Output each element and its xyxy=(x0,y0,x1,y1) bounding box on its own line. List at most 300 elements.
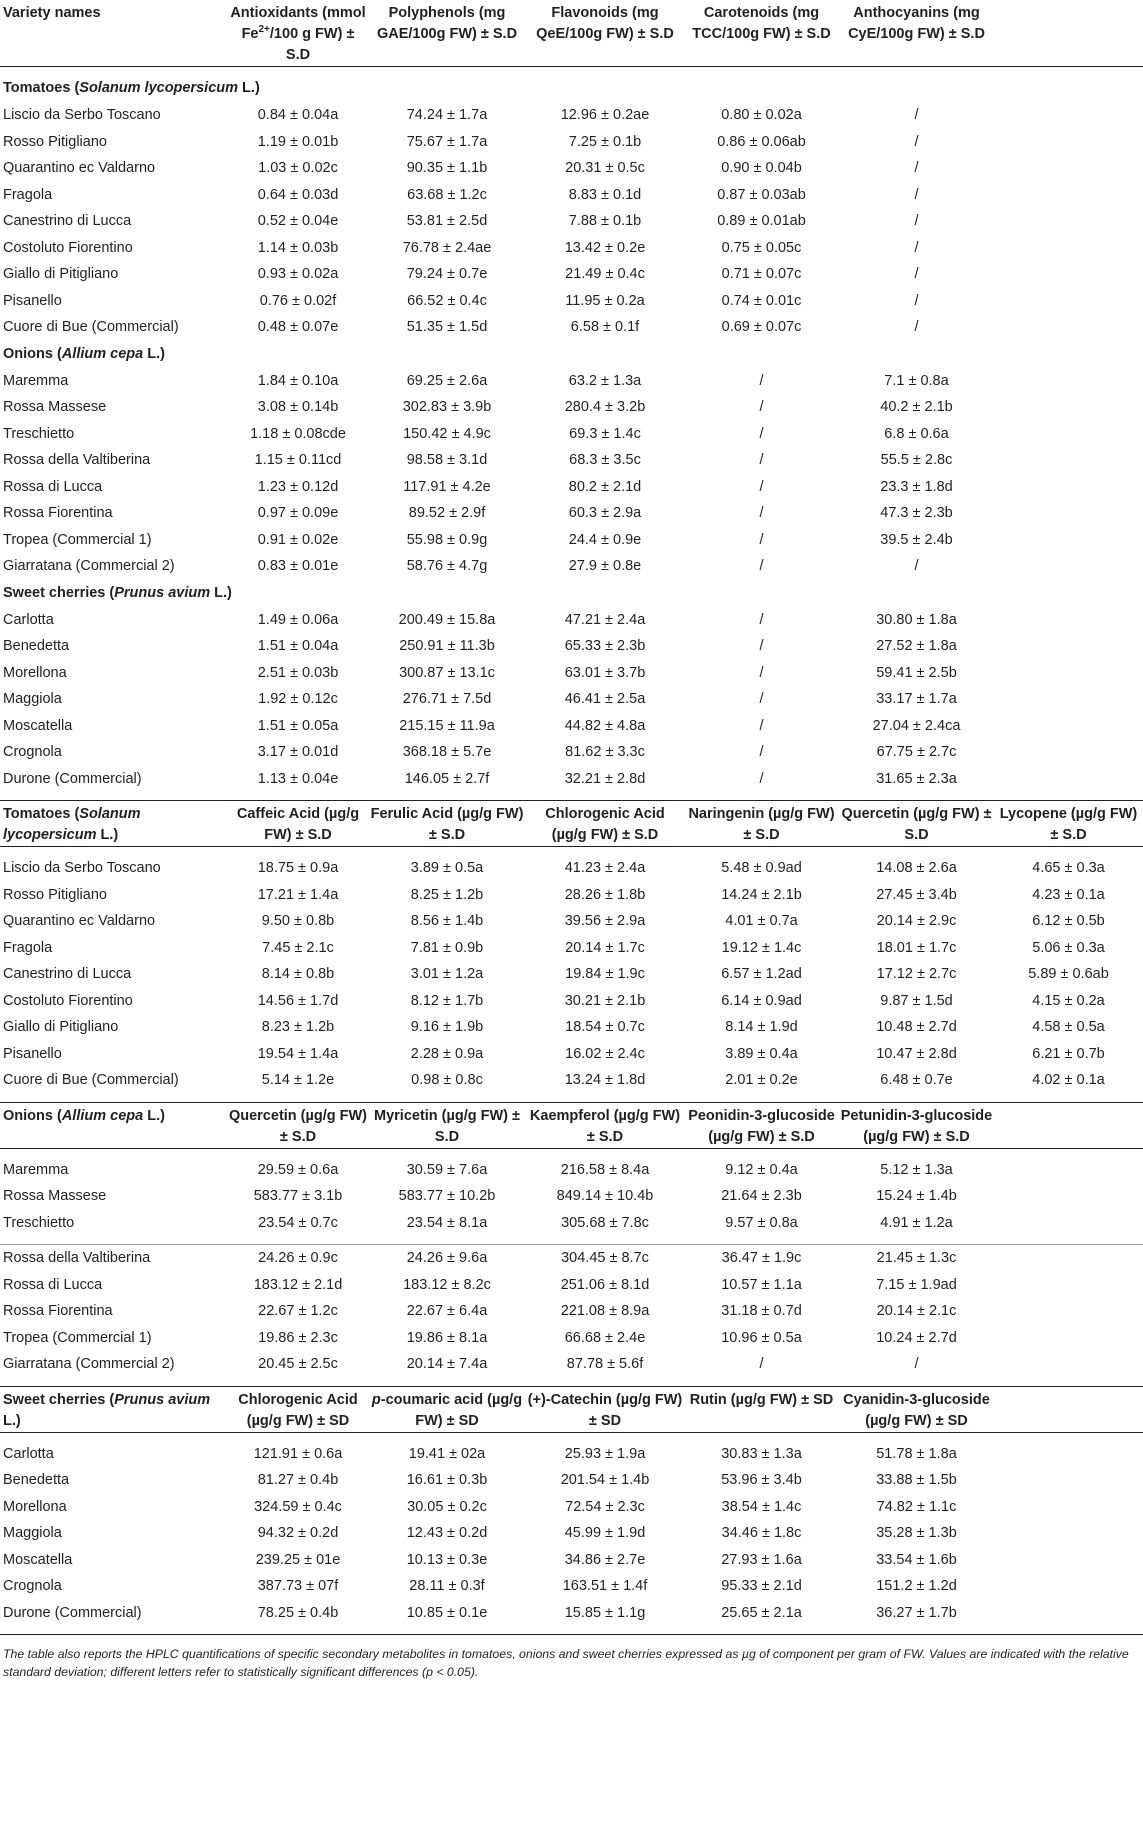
column-header: (+)-Catechin (µg/g FW) ± SD xyxy=(526,1387,684,1433)
value-cell: 304.45 ± 8.7c xyxy=(561,1250,649,1266)
value-cell: 0.52 ± 0.04e xyxy=(257,213,339,229)
value-cell: 7.25 ± 0.1b xyxy=(568,133,642,150)
value-cell: 19.41 ± 02a xyxy=(408,1445,486,1462)
value-cell: 34.46 ± 1.8c xyxy=(721,1525,802,1541)
value-cell: 5.14 ± 1.2e xyxy=(261,1072,335,1088)
table-row xyxy=(0,208,1143,235)
column-header: Naringenin (µg/g FW) ± S.D xyxy=(684,801,839,847)
value-cell: 63.68 ± 1.2c xyxy=(407,186,487,203)
value-cell: / xyxy=(914,213,919,229)
value-cell: 1.13 ± 0.04e xyxy=(257,770,339,787)
value-cell: 22.67 ± 6.4a xyxy=(406,1303,488,1319)
table-row xyxy=(0,1245,1143,1272)
value-cell: 4.01 ± 0.7a xyxy=(725,913,798,929)
group-label-prefix: Onions ( xyxy=(3,1107,62,1124)
value-cell: 51.78 ± 1.8a xyxy=(876,1445,957,1462)
value-cell: 0.86 ± 0.06ab xyxy=(717,133,806,150)
group-label-species: Allium cepa xyxy=(61,345,144,362)
variety-name: Quarantino ec Valdarno xyxy=(3,160,156,176)
column-header xyxy=(994,1103,1143,1149)
value-cell: 19.86 ± 8.1a xyxy=(406,1329,488,1346)
rule xyxy=(0,1635,1143,1636)
variety-name: Moscatella xyxy=(3,717,73,734)
value-cell: 0.87 ± 0.03ab xyxy=(717,186,806,203)
table-row xyxy=(0,855,1143,882)
group-row xyxy=(0,580,1143,607)
variety-name: Maremma xyxy=(3,1161,69,1178)
group-label-prefix: Onions ( xyxy=(3,345,62,362)
group-label-species: Prunus avium xyxy=(114,584,211,601)
column-header: Cyanidin-3-glucoside (µg/g FW) ± SD xyxy=(839,1387,994,1433)
column-header: Carotenoids (mg TCC/100g FW) ± S.D xyxy=(692,5,831,42)
value-cell: 6.14 ± 0.9ad xyxy=(721,992,802,1009)
table-row xyxy=(0,368,1143,395)
group-header xyxy=(0,801,228,847)
value-cell: 95.33 ± 2.1d xyxy=(721,1578,802,1594)
value-cell: 0.48 ± 0.07e xyxy=(257,319,339,335)
value-cell: 1.49 ± 0.06a xyxy=(257,611,339,628)
value-cell: 30.05 ± 0.2c xyxy=(407,1498,487,1515)
table-row xyxy=(0,633,1143,660)
value-cell: 94.32 ± 0.2d xyxy=(257,1525,339,1541)
value-cell: 5.12 ± 1.3a xyxy=(880,1161,953,1178)
value-cell: 6.12 ± 0.5b xyxy=(1032,913,1105,929)
table-row xyxy=(0,1041,1143,1068)
value-cell xyxy=(994,1157,1143,1184)
value-cell: 17.12 ± 2.7c xyxy=(876,966,957,982)
value-cell: 81.62 ± 3.3c xyxy=(565,744,645,760)
value-cell: 0.83 ± 0.01e xyxy=(257,558,339,574)
table-row xyxy=(0,935,1143,962)
value-cell: 45.99 ± 1.9d xyxy=(564,1525,646,1541)
value-cell: 67.75 ± 2.7c xyxy=(876,744,957,760)
value-cell: 21.45 ± 1.3c xyxy=(876,1250,957,1266)
group-label-prefix: Tomatoes ( xyxy=(3,806,80,822)
value-cell: 2.28 ± 0.9a xyxy=(410,1045,484,1062)
variety-name: Liscio da Serbo Toscano xyxy=(3,107,161,123)
value-cell: 32.21 ± 2.8d xyxy=(564,770,646,787)
value-cell xyxy=(994,102,1143,129)
value-cell: 1.14 ± 0.03b xyxy=(257,239,339,256)
value-cell: 201.54 ± 1.4b xyxy=(560,1472,650,1488)
group-label-suffix: L.) xyxy=(96,827,119,843)
value-cell: 89.52 ± 2.9f xyxy=(408,505,486,521)
table-row xyxy=(0,394,1143,421)
value-cell: / xyxy=(759,611,764,628)
value-cell: 23.54 ± 0.7c xyxy=(258,1214,338,1231)
column-header: Rutin (µg/g FW) ± SD xyxy=(684,1387,839,1433)
value-cell: 5.89 ± 0.6ab xyxy=(1028,966,1109,982)
spacer-row xyxy=(0,1236,1143,1245)
column-header xyxy=(368,1387,526,1433)
value-cell: / xyxy=(914,107,919,123)
group-header xyxy=(0,1103,228,1149)
value-cell: 33.54 ± 1.6b xyxy=(876,1551,957,1568)
value-cell: 7.45 ± 2.1c xyxy=(262,939,334,956)
value-cell: 10.96 ± 0.5a xyxy=(721,1329,802,1346)
value-cell xyxy=(994,1573,1143,1600)
variety-name: Pisanello xyxy=(3,292,62,309)
value-cell: 7.81 ± 0.9b xyxy=(410,939,484,956)
variety-name: Fragola xyxy=(3,939,53,956)
header-row xyxy=(0,0,1143,67)
value-cell: 4.58 ± 0.5a xyxy=(1032,1019,1105,1035)
value-cell: 280.4 ± 3.2b xyxy=(564,399,646,415)
spacer-row xyxy=(0,1378,1143,1387)
value-cell: 23.3 ± 1.8d xyxy=(880,478,953,495)
value-cell: 1.92 ± 0.12c xyxy=(258,691,338,707)
value-cell: 46.41 ± 2.5a xyxy=(564,691,646,707)
spacer-row xyxy=(0,792,1143,801)
value-cell: / xyxy=(914,160,919,176)
value-cell: 39.5 ± 2.4b xyxy=(880,531,953,548)
table-row xyxy=(0,961,1143,988)
group-row xyxy=(0,341,1143,368)
value-cell: 1.84 ± 0.10a xyxy=(257,372,339,389)
value-cell: 12.96 ± 0.2ae xyxy=(560,107,650,123)
value-cell xyxy=(994,739,1143,766)
value-cell: 4.23 ± 0.1a xyxy=(1032,886,1105,903)
value-cell: 30.80 ± 1.8a xyxy=(876,611,957,628)
value-cell: 21.49 ± 0.4c xyxy=(565,266,645,282)
spacer-cell xyxy=(0,1626,1143,1635)
value-cell: 30.83 ± 1.3a xyxy=(721,1445,802,1462)
value-cell: 78.25 ± 0.4b xyxy=(257,1604,339,1621)
value-cell: 9.87 ± 1.5d xyxy=(880,992,953,1009)
value-cell: 27.93 ± 1.6a xyxy=(721,1551,802,1568)
value-cell: 183.12 ± 2.1d xyxy=(253,1276,343,1293)
value-cell: 16.61 ± 0.3b xyxy=(406,1472,488,1488)
column-header: Flavonoids (mg QeE/100g FW) ± S.D xyxy=(536,5,674,42)
value-cell: 8.14 ± 1.9d xyxy=(725,1019,798,1035)
value-cell: 302.83 ± 3.9b xyxy=(402,399,492,415)
value-cell: 4.65 ± 0.3a xyxy=(1032,860,1105,876)
value-cell xyxy=(994,1600,1143,1627)
variety-name: Canestrino di Lucca xyxy=(3,966,132,982)
group-label-species: Solanum lycopersicum xyxy=(79,80,239,96)
spacer-row xyxy=(0,847,1143,856)
value-cell: 1.18 ± 0.08cde xyxy=(250,425,346,442)
variety-name: Rossa Massese xyxy=(3,399,107,415)
spacer-cell xyxy=(0,1148,1143,1157)
value-cell: / xyxy=(759,558,764,574)
variety-name: Rossa di Lucca xyxy=(3,1276,103,1293)
value-cell: 5.48 ± 0.9ad xyxy=(721,860,802,876)
group-label xyxy=(0,580,1143,607)
value-cell: 6.21 ± 0.7b xyxy=(1032,1045,1105,1062)
table-row xyxy=(0,474,1143,501)
value-cell: 0.76 ± 0.02f xyxy=(259,292,337,309)
value-cell xyxy=(994,1441,1143,1468)
variety-name: Rossa Fiorentina xyxy=(3,505,113,521)
value-cell: 216.58 ± 8.4a xyxy=(560,1161,650,1178)
value-cell: / xyxy=(759,717,764,734)
value-cell: 19.86 ± 2.3c xyxy=(258,1329,338,1346)
value-cell: 6.58 ± 0.1f xyxy=(570,319,640,335)
group-label-prefix: Sweet cherries ( xyxy=(3,584,115,601)
value-cell: 35.28 ± 1.3b xyxy=(876,1525,957,1541)
value-cell: 10.57 ± 1.1a xyxy=(721,1276,802,1293)
value-cell: 0.75 ± 0.05c xyxy=(721,239,802,256)
value-cell: 221.08 ± 8.9a xyxy=(560,1303,650,1319)
value-cell: 0.89 ± 0.01ab xyxy=(717,213,806,229)
group-label-species: Prunus avium xyxy=(114,1391,211,1408)
group-row xyxy=(0,75,1143,102)
column-header: Quercetin (µg/g FW) ± S.D xyxy=(839,801,994,847)
value-cell: 39.56 ± 2.9a xyxy=(564,913,646,929)
value-cell: 276.71 ± 7.5d xyxy=(402,691,492,707)
spacer-row xyxy=(0,1094,1143,1103)
value-cell: 19.84 ± 1.9c xyxy=(565,966,645,982)
value-cell: 150.42 ± 4.9c xyxy=(403,425,491,442)
table-row xyxy=(0,607,1143,634)
table-row xyxy=(0,527,1143,554)
value-cell xyxy=(994,447,1143,474)
value-cell: 849.14 ± 10.4b xyxy=(556,1188,654,1204)
value-cell: 2.01 ± 0.2e xyxy=(725,1072,798,1088)
table-row xyxy=(0,1067,1143,1094)
value-cell: 14.24 ± 2.1b xyxy=(721,886,802,903)
value-cell: / xyxy=(759,1356,764,1372)
table-row xyxy=(0,1014,1143,1041)
variety-name: Maggiola xyxy=(3,1525,62,1541)
value-cell: 0.97 ± 0.09e xyxy=(257,505,339,521)
value-cell: 90.35 ± 1.1b xyxy=(406,160,488,176)
value-cell: 0.69 ± 0.07c xyxy=(721,319,802,335)
table-row xyxy=(0,288,1143,315)
value-cell: 0.64 ± 0.03d xyxy=(257,186,339,203)
spacer-row xyxy=(0,1432,1143,1441)
table-row xyxy=(0,988,1143,1015)
value-cell: 58.76 ± 4.7g xyxy=(406,558,488,574)
value-cell: 59.41 ± 2.5b xyxy=(876,664,957,681)
value-cell: 20.45 ± 2.5c xyxy=(258,1356,338,1372)
value-cell xyxy=(994,421,1143,448)
variety-name: Morellona xyxy=(3,1498,67,1515)
group-header xyxy=(0,1387,228,1433)
value-cell: / xyxy=(759,372,764,389)
value-cell: 55.5 ± 2.8c xyxy=(880,452,953,468)
value-cell: 17.21 ± 1.4a xyxy=(257,886,339,903)
value-cell xyxy=(994,527,1143,554)
value-cell: 4.02 ± 0.1a xyxy=(1032,1072,1105,1088)
value-cell xyxy=(994,235,1143,262)
column-header: Anthocyanins (mg CyE/100g FW) ± S.D xyxy=(848,5,985,42)
variety-name: Cuore di Bue (Commercial) xyxy=(3,1072,179,1088)
table-row xyxy=(0,500,1143,527)
column-header: Kaempferol (µg/g FW) ± S.D xyxy=(526,1103,684,1149)
value-cell: 250.91 ± 11.3b xyxy=(399,638,495,654)
value-cell xyxy=(994,314,1143,341)
table-row xyxy=(0,713,1143,740)
value-cell: 18.54 ± 0.7c xyxy=(565,1019,645,1035)
table-row xyxy=(0,1210,1143,1237)
table-row xyxy=(0,447,1143,474)
variety-name: Rossa della Valtiberina xyxy=(3,1250,151,1266)
value-cell: 8.14 ± 0.8b xyxy=(261,966,335,982)
value-cell: 10.47 ± 2.8d xyxy=(876,1045,957,1062)
value-cell: 1.03 ± 0.02c xyxy=(258,160,338,176)
value-cell: 19.12 ± 1.4c xyxy=(721,939,802,956)
value-cell xyxy=(994,660,1143,687)
value-cell xyxy=(994,1467,1143,1494)
variety-name: Rossa Massese xyxy=(3,1188,107,1204)
group-label-suffix: L.) xyxy=(3,1412,21,1429)
value-cell: 8.83 ± 0.1d xyxy=(568,186,642,203)
value-cell: 239.25 ± 01e xyxy=(255,1551,341,1568)
value-cell: 3.08 ± 0.14b xyxy=(257,399,339,415)
value-cell: / xyxy=(914,1356,919,1372)
group-label xyxy=(0,75,1143,102)
value-cell: / xyxy=(759,531,764,548)
value-cell: 69.3 ± 1.4c xyxy=(569,425,641,442)
value-cell: 80.2 ± 2.1d xyxy=(568,478,642,495)
value-cell: 1.51 ± 0.05a xyxy=(257,717,339,734)
variety-name: Costoluto Fiorentino xyxy=(3,992,133,1009)
table-footnote: The table also reports the HPLC quantifications of specific secondary metabolites in tomatoes, onions and sweet cherries expressed as µg of component per gram of FW. Values are indicated with the relative standard deviation; different letters refer to statistically significant differences (p < 0.05). xyxy=(3,1647,1129,1679)
value-cell: 0.93 ± 0.02a xyxy=(257,266,339,282)
value-cell: 151.2 ± 1.2d xyxy=(876,1578,957,1594)
variety-name: Rossa della Valtiberina xyxy=(3,452,151,468)
value-cell: / xyxy=(914,186,919,203)
table-row xyxy=(0,235,1143,262)
value-cell xyxy=(994,208,1143,235)
value-cell: 8.25 ± 1.2b xyxy=(410,886,484,903)
value-cell: 13.24 ± 1.8d xyxy=(564,1072,646,1088)
value-cell: / xyxy=(914,319,919,335)
variety-name: Pisanello xyxy=(3,1045,62,1062)
spacer-cell xyxy=(0,67,1143,75)
value-cell: 53.81 ± 2.5d xyxy=(406,213,488,229)
spacer-cell xyxy=(0,792,1143,801)
value-cell: 10.13 ± 0.3e xyxy=(406,1551,488,1568)
value-cell: 1.15 ± 0.11cd xyxy=(254,452,342,468)
column-header: Myricetin (µg/g FW) ± S.D xyxy=(368,1103,526,1149)
value-cell: 9.16 ± 1.9b xyxy=(410,1019,484,1035)
variety-name: Giarratana (Commercial 2) xyxy=(3,1356,175,1372)
table-row xyxy=(0,1157,1143,1184)
value-cell: 12.43 ± 0.2d xyxy=(406,1525,488,1541)
value-cell: 51.35 ± 1.5d xyxy=(406,319,488,335)
value-cell: 4.91 ± 1.2a xyxy=(880,1214,953,1231)
value-cell: 23.54 ± 8.1a xyxy=(406,1214,488,1231)
value-cell: 0.71 ± 0.07c xyxy=(721,266,802,282)
group-label-suffix: L.) xyxy=(143,1107,165,1124)
variety-name: Rossa Fiorentina xyxy=(3,1303,113,1319)
value-cell: 53.96 ± 3.4b xyxy=(721,1472,802,1488)
value-cell: 22.67 ± 1.2c xyxy=(258,1303,338,1319)
table-row xyxy=(0,261,1143,288)
value-cell: 368.18 ± 5.7e xyxy=(402,744,492,760)
table-row xyxy=(0,1298,1143,1325)
table-row xyxy=(0,314,1143,341)
value-cell: 74.82 ± 1.1c xyxy=(876,1498,957,1515)
value-cell: 74.24 ± 1.7a xyxy=(406,107,488,123)
value-cell: 81.27 ± 0.4b xyxy=(257,1472,339,1488)
value-cell: 6.48 ± 0.7e xyxy=(880,1072,953,1088)
table-row xyxy=(0,1547,1143,1574)
value-cell: 11.95 ± 0.2a xyxy=(565,292,645,309)
value-cell: 14.56 ± 1.7d xyxy=(257,992,339,1009)
value-cell: / xyxy=(759,478,764,495)
variety-name: Quarantino ec Valdarno xyxy=(3,913,156,929)
spacer-row xyxy=(0,1626,1143,1635)
value-cell: 24.26 ± 0.9c xyxy=(258,1250,338,1266)
table-row xyxy=(0,1573,1143,1600)
header-row xyxy=(0,801,1143,847)
column-header-variety: Variety names xyxy=(3,5,101,21)
value-cell: 31.18 ± 0.7d xyxy=(721,1303,802,1319)
value-cell: 7.1 ± 0.8a xyxy=(884,372,949,389)
value-cell: 0.91 ± 0.02e xyxy=(257,531,339,548)
value-cell: 18.75 ± 0.9a xyxy=(257,860,339,876)
variety-name: Crognola xyxy=(3,744,62,760)
value-cell: 41.23 ± 2.4a xyxy=(564,860,646,876)
variety-name: Rosso Pitigliano xyxy=(3,886,107,903)
value-cell: 1.19 ± 0.01b xyxy=(257,133,339,150)
value-cell xyxy=(994,713,1143,740)
value-cell: 0.74 ± 0.01c xyxy=(721,292,802,309)
value-cell: / xyxy=(759,691,764,707)
group-label-species: Allium cepa xyxy=(61,1107,144,1124)
value-cell: 36.27 ± 1.7b xyxy=(876,1604,957,1621)
value-cell: 215.15 ± 11.9a xyxy=(399,717,495,734)
table-row xyxy=(0,1441,1143,1468)
value-cell: / xyxy=(759,505,764,521)
group-label-suffix: L.) xyxy=(143,345,165,362)
value-cell: 18.01 ± 1.7c xyxy=(876,939,957,956)
group-label-species: Solanum lycopersicum xyxy=(3,806,141,843)
variety-name: Liscio da Serbo Toscano xyxy=(3,860,161,876)
value-cell xyxy=(994,1547,1143,1574)
value-cell: 583.77 ± 3.1b xyxy=(253,1188,343,1204)
value-cell: 75.67 ± 1.7a xyxy=(406,133,488,150)
value-cell: 117.91 ± 4.2e xyxy=(403,478,491,495)
group-label-prefix: Tomatoes ( xyxy=(3,80,80,96)
header-italic-part: p xyxy=(371,1391,381,1408)
table-row xyxy=(0,766,1143,793)
value-cell xyxy=(994,553,1143,580)
value-cell: 20.14 ± 2.9c xyxy=(876,913,957,929)
group-label-suffix: L.) xyxy=(238,80,260,96)
header-row xyxy=(0,1387,1143,1433)
value-cell xyxy=(994,1494,1143,1521)
value-cell: 65.33 ± 2.3b xyxy=(564,638,646,654)
value-cell: 27.45 ± 3.4b xyxy=(876,886,957,903)
table-row xyxy=(0,102,1143,129)
value-cell: 20.14 ± 1.7c xyxy=(565,939,645,956)
header-superscript: 2+ xyxy=(258,24,270,36)
value-cell: 4.15 ± 0.2a xyxy=(1032,992,1105,1009)
value-cell: 60.3 ± 2.9a xyxy=(568,505,642,521)
value-cell xyxy=(994,182,1143,209)
spacer-row xyxy=(0,1148,1143,1157)
value-cell: 72.54 ± 2.3c xyxy=(565,1498,645,1515)
value-cell: 3.17 ± 0.01d xyxy=(257,744,339,760)
value-cell: 76.78 ± 2.4ae xyxy=(402,239,492,256)
value-cell: / xyxy=(759,399,764,415)
value-cell: 1.23 ± 0.12d xyxy=(257,478,339,495)
column-header: Lycopene (µg/g FW) ± S.D xyxy=(994,801,1143,847)
value-cell: 25.93 ± 1.9a xyxy=(564,1445,646,1462)
value-cell: 163.51 ± 1.4f xyxy=(562,1578,648,1594)
value-cell xyxy=(994,1351,1143,1378)
value-cell xyxy=(994,1183,1143,1210)
value-cell xyxy=(994,633,1143,660)
table-row xyxy=(0,1183,1143,1210)
value-cell: 0.90 ± 0.04b xyxy=(721,160,802,176)
spacer-cell xyxy=(0,1378,1143,1387)
